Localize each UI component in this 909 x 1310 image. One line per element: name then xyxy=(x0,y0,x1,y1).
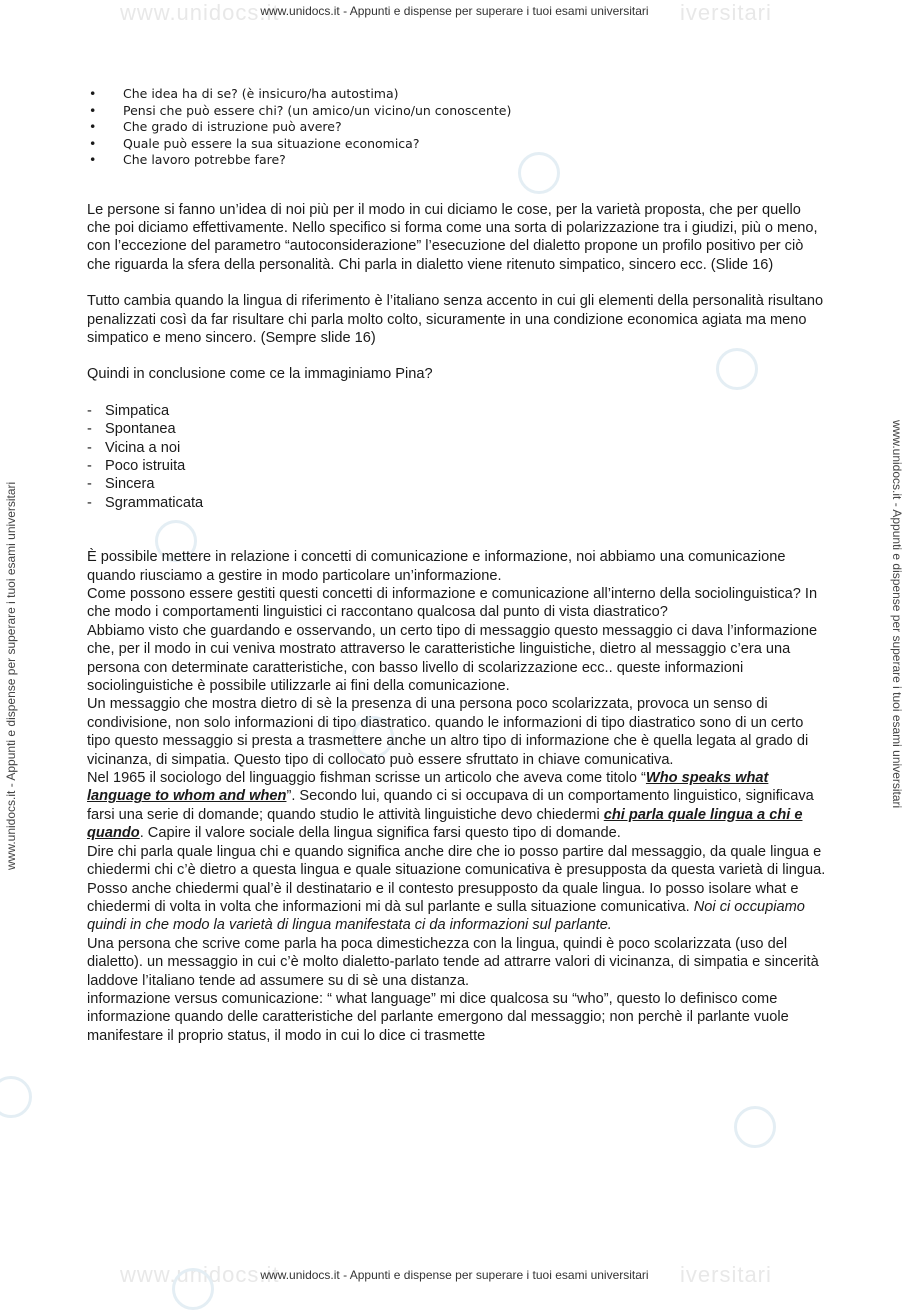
footer-watermark: www.unidocs.it - Appunti e dispense per superare i tuoi esami universitari xyxy=(260,1268,649,1282)
ghost-watermark-top: www.unidocs.it xyxy=(120,0,280,25)
list-item: • Quale può essere la sua situazione economica? xyxy=(87,136,827,153)
watermark-logo-icon xyxy=(734,1106,776,1148)
list-item: - Sincera xyxy=(87,475,827,493)
list-item: • Che idea ha di se? (è insicuro/ha autostima) xyxy=(87,86,827,103)
paragraph: Un messaggio che mostra dietro di sè la presenza di una persona poco scolarizzata, provoca un senso di condivisione, non solo informazioni di tipo diastratico. quando le informazioni di tipo diastratico sono di un certo tipo questo messaggio si presta a trasmettere anche un altro tipo di informazione che è quella legata al grado di vicinanza, di simpatia. Questo tipo di collocato può essere sfruttato in chiave comunicativa. xyxy=(87,696,809,768)
paragraph: Abbiamo visto che guardando e osservando, un certo tipo di messaggio questo messaggio ci dava l’informazione che, per il modo in cui veniva mostrato attraverso le caratteristiche linguistiche, dietro al messaggio c’era una persona con determinate caratteristiche, con basso livello di scolarizzazione ecc.. queste informazioni sociolinguistiche è possibile utilizzarle ai fini della comunicazione. xyxy=(87,622,818,695)
traits-list xyxy=(87,402,827,512)
paragraph: informazione versus comunicazione: “ what language” mi dice qualcosa su “who”, questo lo definisco come informazione quando delle caratteristiche del parlante emergono dal messaggio; non perchè il parlante vuole manifestare il proprio status, il modo in cui lo dice ci trasmette xyxy=(87,990,789,1044)
paragraph: Tutto cambia quando la lingua di riferimento è l’italiano senza accento in cui gli elementi della personalità risultano penalizzati così da far risultare chi parla molto colto, sicuramente in una condizione economica agiata ma meno simpatico e meno sincero. (Sempre slide 16) xyxy=(87,293,824,346)
list-item: - Poco istruita xyxy=(87,457,827,475)
header-watermark: www.unidocs.it - Appunti e dispense per superare i tuoi esami universitari xyxy=(260,4,649,18)
key-phrase: chi parla quale lingua a chi e quando xyxy=(87,806,803,842)
left-side-watermark-text: www.unidocs.it - Appunti e dispense per superare i tuoi esami universitari xyxy=(4,481,18,870)
right-side-watermark-text: www.unidocs.it - Appunti e dispense per superare i tuoi esami universitari xyxy=(890,420,904,809)
ghost-watermark-bottom: www.unidocs.it xyxy=(120,1262,280,1287)
paragraph: È possibile mettere in relazione i concetti di comunicazione e informazione, noi abbiamo una comunicazione quando riusciamo a gestire in modo particolare un’informazione. xyxy=(87,549,786,584)
paragraph: Come possono essere gestiti questi concetti di informazione e comunicazione all’interno della sociolinguistica? In che modo i comportamenti linguistici ci raccontano qualcosa dal punto di vista diastratico? xyxy=(87,586,818,621)
paragraph xyxy=(87,843,827,935)
ghost-watermark-top-right: iversitari xyxy=(680,0,772,25)
paragraph: Una persona che scrive come parla ha poca dimestichezza con la lingua, quindi è poco scolarizzata (uso del dialetto). un messaggio in cui c’è molto dialetto-parlato tende ad attrarre valori di vicinanza, di simpatia e sincerità laddove l’italiano tende ad assumere su di sè una distanza. xyxy=(87,935,819,989)
question-list xyxy=(87,86,827,169)
list-item: - Spontanea xyxy=(87,420,827,438)
italic-text: Noi ci occupiamo quindi in che modo la varietà di lingua manifestata ci da informazioni sul parlante. xyxy=(87,898,805,934)
text-run: Nel 1965 il sociologo del linguaggio fishman scrisse un articolo che aveva come titolo “ xyxy=(87,770,646,787)
text-run: ”. Secondo lui, quando ci si occupava di un comportamento linguistico, significava farsi una serie di domande; quando studio le attività linguistiche devo chiedermi xyxy=(87,788,814,823)
list-item: - Vicina a noi xyxy=(87,439,827,457)
paragraph-fishman xyxy=(87,769,827,843)
ghost-watermark-bottom-right: iversitari xyxy=(680,1262,772,1287)
document-body xyxy=(87,86,827,1045)
question-pina: Quindi in conclusione come ce la immaginiamo Pina? xyxy=(87,366,433,383)
list-item: • Pensi che può essere chi? (un amico/un vicino/un conoscente) xyxy=(87,103,827,120)
article-title: Who speaks what language to whom and when xyxy=(87,770,769,805)
text-run: . Capire il valore sociale della lingua significa farsi questo tipo di domande. xyxy=(139,825,621,842)
text-run: Dire chi parla quale lingua chi e quando significa anche dire che io posso partire dal messaggio, da quale lingua e chiedermi chi c’è dietro a questa lingua e quale situazione comunicativa è presupposta da questa varietà di lingua. Posso anche chiedermi qual’è il destinatario e il contesto presupposto da quale lingua. Io posso isolare what e chiedermi di volta in volta che informazioni mi dà sul parlante e sulla situazione comunicativa. xyxy=(87,843,826,915)
list-item: - Sgrammaticata xyxy=(87,494,827,512)
list-item: • Che lavoro potrebbe fare? xyxy=(87,152,827,169)
paragraph: Le persone si fanno un’idea di noi più per il modo in cui diciamo le cose, per la varietà proposta, che per quello che poi diciamo effettivamente. Nello specifico si forma come una sorta di polarizzazione tra i giudizi, più o meno, con l’eccezione del parametro “autoconsiderazione” l’esecuzione del dialetto propone un profilo positivo per ciò che riguarda la sfera della personalità. Chi parla in dialetto viene ritenuto simpatico, sincero ecc. (Slide 16) xyxy=(87,201,818,273)
list-item: - Simpatica xyxy=(87,402,827,420)
list-item: • Che grado di istruzione può avere? xyxy=(87,119,827,136)
